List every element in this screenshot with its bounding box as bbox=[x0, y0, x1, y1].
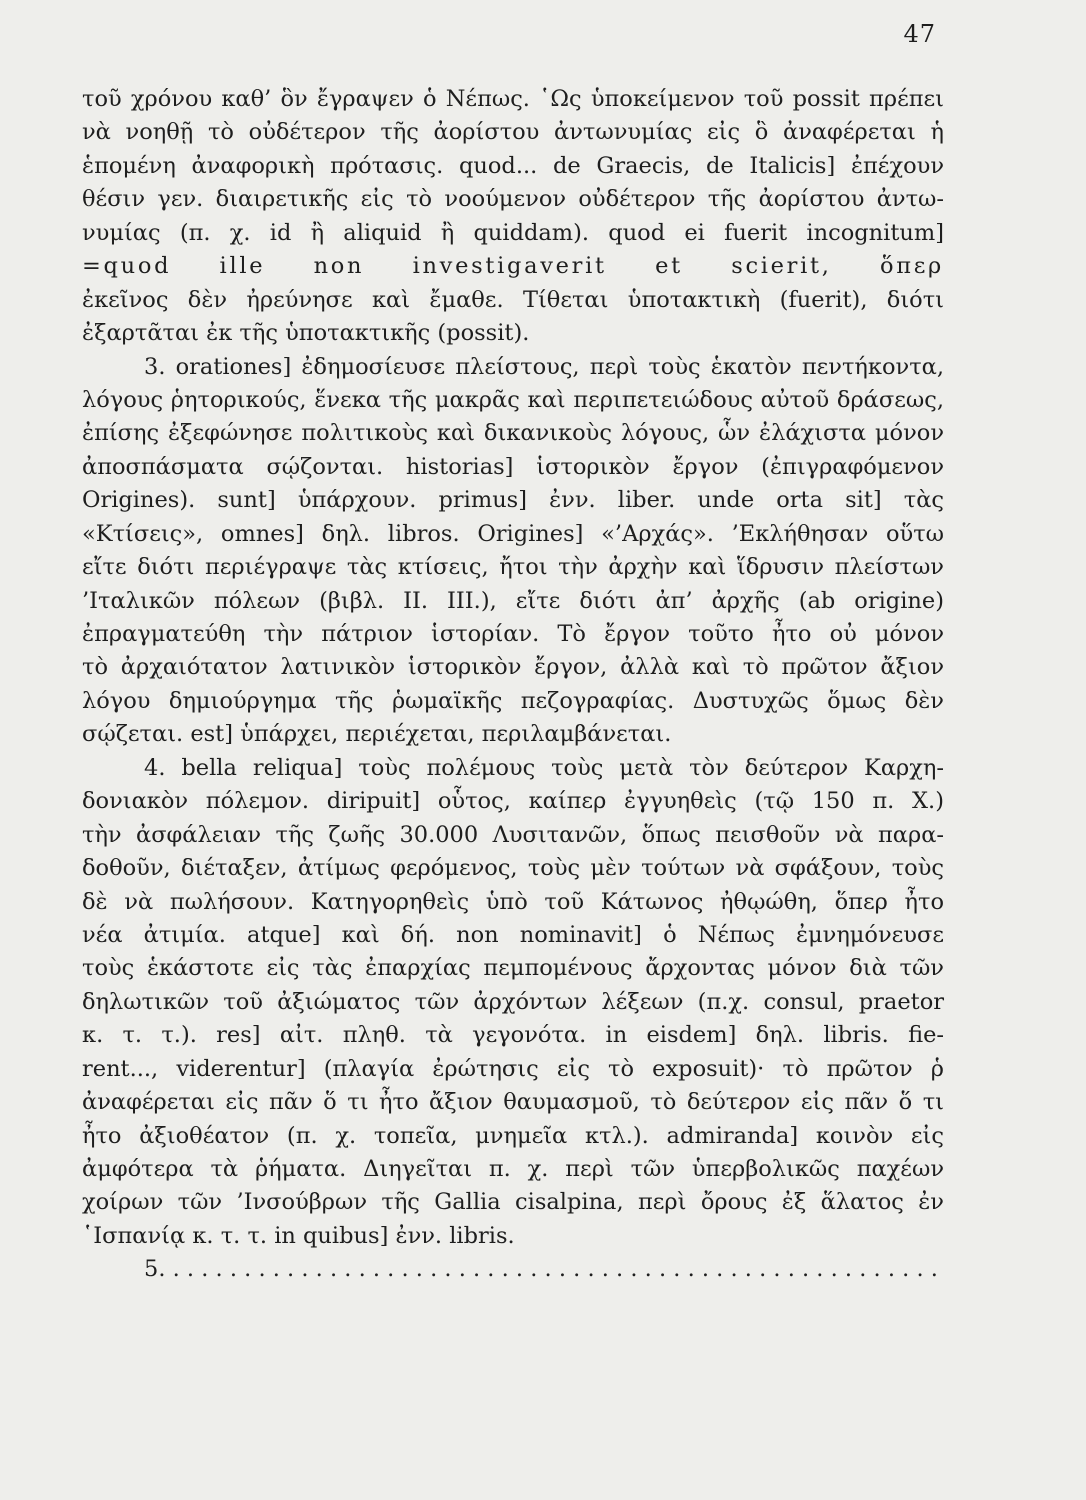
text-line: δοθοῦν, διέταξεν, ἀτίμως φερόμενος, τοὺς μὲν τούτων νὰ σφάξουν, τοὺς bbox=[82, 855, 944, 882]
text-line: =quod ille non investigaverit et scierit, ὅπερ bbox=[82, 253, 944, 280]
text-line: λόγους ῥητορικούς, ἕνεκα τῆς μακρᾶς καὶ περιπετειώδους αὐτοῦ δράσεως, bbox=[82, 386, 944, 413]
text-line: ἀποσπάσματα σῴζονται. historias] ἱστορικὸν ἔργον (ἐπιγραφόμενον bbox=[82, 453, 944, 480]
text-line: τὴν ἀσφάλειαν τῆς ζωῆς 30.000 Λυσιτανῶν, ὅπως πεισθοῦν νὰ παρα- bbox=[82, 821, 944, 848]
text-line: ἀμφότερα τὰ ῥήματα. Διηγεῖται π. χ. περὶ τῶν ὑπερβολικῶς παχέων bbox=[82, 1156, 944, 1182]
text-line: ἐπίσης ἐξεφώνησε πολιτικοὺς καὶ δικανικοὺς λόγους, ὧν ἐλάχιστα μόνον bbox=[82, 420, 944, 447]
text-line: ἦτο ἀξιοθέατον (π. χ. τοπεῖα, μνημεῖα κτλ.). admiranda] κοινὸν εἰς bbox=[82, 1122, 944, 1149]
text-line: τοὺς ἑκάστοτε εἰς τὰς ἐπαρχίας πεμπομένους ἄρχοντας μόνον διὰ τῶν bbox=[82, 955, 944, 982]
text-line: λόγου δημιούργημα τῆς ῥωμαϊκῆς πεζογραφίας. Δυστυχῶς ὅμως δὲν bbox=[82, 687, 944, 714]
paragraph-3-start: 3. orationes] ἐδημοσίευσε πλείστους, περὶ τοὺς ἑκατὸν πεντήκοντα, bbox=[144, 353, 944, 380]
text-line: ’Ιταλικῶν πόλεων (βιβλ. II. III.), εἴτε διότι ἀπ’ ἀρχῆς (ab origine) bbox=[82, 587, 944, 614]
commentary-text bbox=[82, 83, 944, 1287]
text-line: ἑπομένη ἀναφορικὴ πρότασις. quod... de Graecis, de Italicis] ἐπέχουν bbox=[82, 152, 944, 179]
paragraph-5-start: 5. . . . . . . . . . . . . . . . . . . . . . . . . . . . . . . . . . . . . . . . . . . . . . . . . . . . . . . bbox=[144, 1256, 938, 1283]
text-line: «Κτίσεις», omnes] δηλ. libros. Origines] «’Αρχάς». ’Εκλήθησαν οὕτω bbox=[82, 520, 944, 547]
text-line: εἴτε διότι περιέγραψε τὰς κτίσεις, ἤτοι τὴν ἀρχὴν καὶ ἵδρυσιν πλείστων bbox=[82, 554, 944, 581]
text-line: rent..., viderentur] (πλαγία ἐρώτησις εἰς τὸ exposuit)· τὸ πρῶτον ῥ bbox=[82, 1055, 944, 1082]
text-line: σῴζεται. est] ὑπάρχει, περιέχεται, περιλαμβάνεται. bbox=[82, 721, 672, 748]
page-number: 47 bbox=[903, 20, 936, 48]
text-line: νυμίας (π. χ. id ἢ aliquid ἢ quiddam). quod ei fuerit incognitum] bbox=[82, 219, 944, 246]
text-line: νὰ νοηθῇ τὸ οὐδέτερον τῆς ἀορίστου ἀντωνυμίας εἰς ὃ ἀναφέρεται ἡ bbox=[82, 119, 944, 146]
text-line: δὲ νὰ πωλήσουν. Κατηγορηθεὶς ὑπὸ τοῦ Κάτωνος ἠθῳώθη, ὅπερ ἦτο bbox=[82, 888, 944, 915]
text-line: Origines). sunt] ὑπάρχουν. primus] ἐνν. liber. unde orta sit] τὰς bbox=[82, 487, 944, 514]
text-line: τὸ ἀρχαιότατον λατινικὸν ἱστορικὸν ἔργον, ἀλλὰ καὶ τὸ πρῶτον ἄξιον bbox=[82, 654, 944, 681]
text-line: θέσιν γεν. διαιρετικῆς εἰς τὸ νοούμενον οὐδέτερον τῆς ἀορίστου ἀντω- bbox=[82, 186, 944, 213]
text-line: δηλωτικῶν τοῦ ἀξιώματος τῶν ἀρχόντων λέξεων (π.χ. consul, praetor bbox=[82, 988, 944, 1015]
text-line: ῾Ισπανίᾳ κ. τ. τ. in quibus] ἐνν. libris. bbox=[82, 1222, 515, 1249]
text-line: κ. τ. τ.). res] αἰτ. πληθ. τὰ γεγονότα. in eisdem] δηλ. libris. fie- bbox=[82, 1022, 944, 1049]
paragraph-4-start: 4. bella reliqua] τοὺς πολέμους τοὺς μετὰ τὸν δεύτερον Καρχη- bbox=[144, 754, 944, 781]
text-line: δονιακὸν πόλεμον. diripuit] οὗτος, καίπερ ἐγγυηθεὶς (τῷ 150 π. Χ.) bbox=[82, 788, 944, 815]
text-line: ἀναφέρεται εἰς πᾶν ὅ τι ἦτο ἄξιον θαυμασμοῦ, τὸ δεύτερον εἰς πᾶν ὅ τι bbox=[82, 1089, 944, 1116]
text-line: ἐπραγματεύθη τὴν πάτριον ἱστορίαν. Τὸ ἔργον τοῦτο ἦτο οὐ μόνον bbox=[82, 621, 944, 647]
text-line: ἐξαρτᾶται ἐκ τῆς ὑποτακτικῆς (possit). bbox=[82, 320, 530, 347]
text-line: νέα ἀτιμία. atque] καὶ δή. non nominavit] ὁ Νέπως ἐμνημόνευσε bbox=[82, 921, 944, 948]
text-line: τοῦ χρόνου καθ’ ὃν ἔγραψεν ὁ Νέπως. ῾Ως ὑποκείμενον τοῦ possit πρέπει bbox=[82, 86, 944, 112]
text-line: ἐκεῖνος δὲν ἠρεύνησε καὶ ἔμαθε. Τίθεται ὑποτακτικὴ (fuerit), διότι bbox=[82, 286, 944, 313]
text-line: χοίρων τῶν ’Ινσούβρων τῆς Gallia cisalpina, περὶ ὄρους ἐξ ἅλατος ἐν bbox=[82, 1189, 944, 1216]
